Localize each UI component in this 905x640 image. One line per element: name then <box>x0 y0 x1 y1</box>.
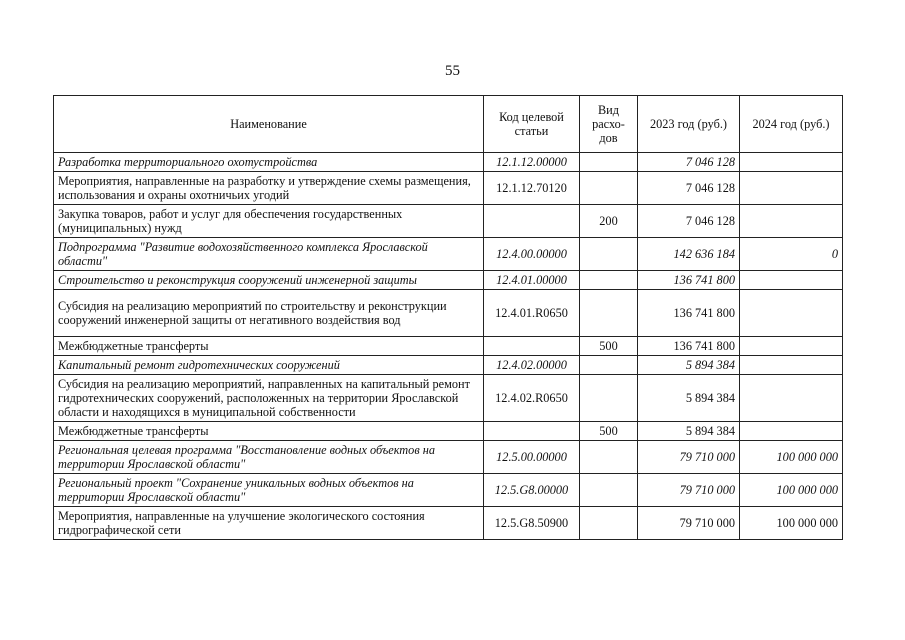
cell-name: Субсидия на реализацию мероприятий, направленных на капитальный ремонт гидротехнических сооружений, расположенных на территории Ярославской области и находящихся в муниципальной собственности <box>54 375 484 422</box>
cell-code: 12.5.00.00000 <box>484 441 580 474</box>
cell-code: 12.5.G8.00000 <box>484 474 580 507</box>
cell-code: 12.1.12.00000 <box>484 153 580 172</box>
header-code: Код целевой статьи <box>484 96 580 153</box>
cell-2023: 7 046 128 <box>638 172 740 205</box>
cell-2024: 100 000 000 <box>740 507 843 540</box>
header-2024: 2024 год (руб.) <box>740 96 843 153</box>
header-kind: Вид расхо-дов <box>580 96 638 153</box>
cell-2023: 142 636 184 <box>638 238 740 271</box>
table-row <box>54 337 843 356</box>
table-row <box>54 153 843 172</box>
cell-name: Разработка территориального охотустройства <box>54 153 484 172</box>
cell-name: Межбюджетные трансферты <box>54 337 484 356</box>
cell-2023: 7 046 128 <box>638 153 740 172</box>
cell-2024 <box>740 337 843 356</box>
cell-kind <box>580 172 638 205</box>
table-header-row <box>54 96 843 153</box>
cell-name: Региональный проект "Сохранение уникальных водных объектов на территории Ярославской области" <box>54 474 484 507</box>
cell-name: Закупка товаров, работ и услуг для обеспечения государственных (муниципальных) нужд <box>54 205 484 238</box>
table-row <box>54 205 843 238</box>
cell-2024 <box>740 356 843 375</box>
cell-2024 <box>740 290 843 337</box>
cell-2023: 79 710 000 <box>638 441 740 474</box>
cell-kind <box>580 356 638 375</box>
cell-name: Мероприятия, направленные на улучшение экологического состояния гидрографической сети <box>54 507 484 540</box>
cell-kind <box>580 271 638 290</box>
cell-code <box>484 205 580 238</box>
cell-2024: 100 000 000 <box>740 441 843 474</box>
cell-kind <box>580 238 638 271</box>
cell-name: Субсидия на реализацию мероприятий по строительству и реконструкции сооружений инженерной защиты от негативного воздействия вод <box>54 290 484 337</box>
table-row <box>54 422 843 441</box>
cell-2024 <box>740 422 843 441</box>
header-name: Наименование <box>54 96 484 153</box>
table-row <box>54 290 843 337</box>
cell-2023: 7 046 128 <box>638 205 740 238</box>
budget-table <box>53 95 843 540</box>
cell-name: Мероприятия, направленные на разработку и утверждение схемы размещения, использования и охраны охотничьих угодий <box>54 172 484 205</box>
cell-name: Межбюджетные трансферты <box>54 422 484 441</box>
table-row <box>54 238 843 271</box>
cell-code: 12.5.G8.50900 <box>484 507 580 540</box>
cell-2023: 5 894 384 <box>638 375 740 422</box>
table-row <box>54 441 843 474</box>
table-row <box>54 507 843 540</box>
cell-code: 12.4.02.R0650 <box>484 375 580 422</box>
cell-code: 12.1.12.70120 <box>484 172 580 205</box>
cell-2023: 136 741 800 <box>638 271 740 290</box>
cell-code <box>484 422 580 441</box>
cell-code <box>484 337 580 356</box>
cell-2023: 5 894 384 <box>638 422 740 441</box>
cell-2023: 79 710 000 <box>638 507 740 540</box>
cell-kind <box>580 153 638 172</box>
cell-2024: 100 000 000 <box>740 474 843 507</box>
table-row <box>54 172 843 205</box>
cell-name: Капитальный ремонт гидротехнических сооружений <box>54 356 484 375</box>
header-2023: 2023 год (руб.) <box>638 96 740 153</box>
page-number: 55 <box>445 63 460 79</box>
cell-2023: 136 741 800 <box>638 290 740 337</box>
cell-kind: 500 <box>580 337 638 356</box>
cell-code: 12.4.02.00000 <box>484 356 580 375</box>
cell-kind <box>580 375 638 422</box>
table-row <box>54 356 843 375</box>
cell-name: Региональная целевая программа "Восстановление водных объектов на территории Ярославской области" <box>54 441 484 474</box>
cell-kind <box>580 441 638 474</box>
cell-kind: 200 <box>580 205 638 238</box>
cell-kind: 500 <box>580 422 638 441</box>
cell-kind <box>580 474 638 507</box>
cell-code: 12.4.01.00000 <box>484 271 580 290</box>
cell-2024: 0 <box>740 238 843 271</box>
cell-2023: 5 894 384 <box>638 356 740 375</box>
cell-2024 <box>740 172 843 205</box>
table-row <box>54 375 843 422</box>
cell-code: 12.4.01.R0650 <box>484 290 580 337</box>
cell-2023: 136 741 800 <box>638 337 740 356</box>
cell-name: Подпрограмма "Развитие водохозяйственного комплекса Ярославской области" <box>54 238 484 271</box>
cell-kind <box>580 290 638 337</box>
cell-2024 <box>740 271 843 290</box>
cell-2024 <box>740 205 843 238</box>
cell-kind <box>580 507 638 540</box>
cell-2023: 79 710 000 <box>638 474 740 507</box>
cell-code: 12.4.00.00000 <box>484 238 580 271</box>
table-row <box>54 271 843 290</box>
cell-2024 <box>740 153 843 172</box>
table-row <box>54 474 843 507</box>
cell-name: Строительство и реконструкция сооружений инженерной защиты <box>54 271 484 290</box>
cell-2024 <box>740 375 843 422</box>
